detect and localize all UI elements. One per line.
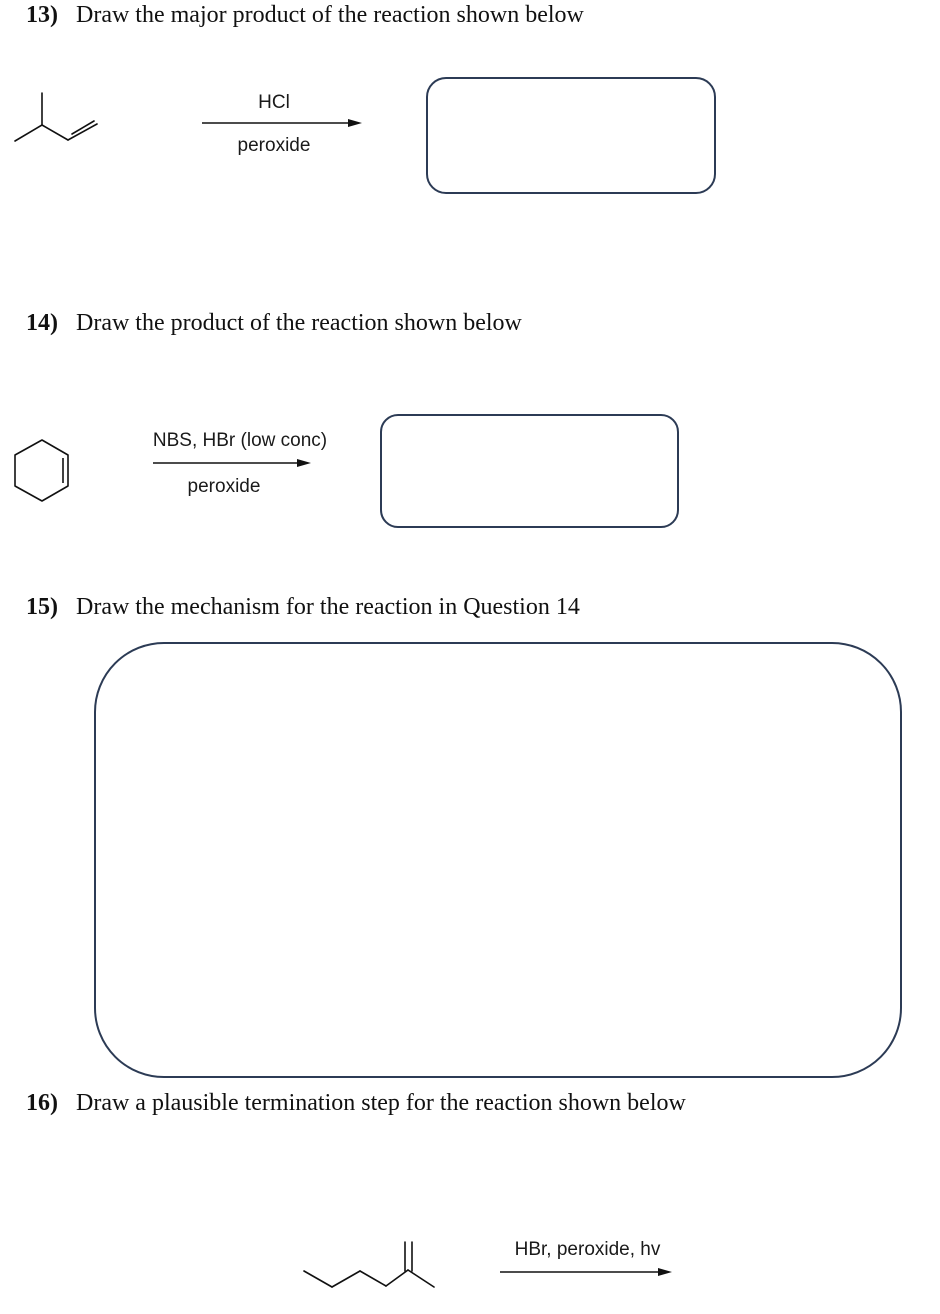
question-13-number: 13) <box>26 2 58 28</box>
question-13-reagent-above: HCl <box>258 92 290 113</box>
question-16-title <box>26 1090 686 1117</box>
question-15-answer-box[interactable] <box>94 642 902 1078</box>
question-16-reagent-above: HBr, peroxide, hv <box>514 1239 661 1260</box>
question-14-reaction-arrow <box>153 457 315 469</box>
question-16-number: 16) <box>26 1090 58 1116</box>
question-14-molecule-icon <box>10 437 76 507</box>
question-16-reaction-arrow <box>500 1266 674 1278</box>
question-16-prompt: Draw a plausible termination step for the reaction shown below <box>76 1090 686 1116</box>
question-16-molecule-icon <box>302 1240 442 1292</box>
question-15-number: 15) <box>26 594 58 620</box>
question-15-prompt: Draw the mechanism for the reaction in Question 14 <box>76 594 580 620</box>
question-13-molecule-icon <box>10 90 105 145</box>
question-14-reagent-above: NBS, HBr (low conc) <box>152 430 328 451</box>
question-13-answer-box[interactable] <box>426 77 716 194</box>
question-14-reagent-below: peroxide <box>187 476 261 497</box>
question-13-reaction-arrow <box>202 117 364 129</box>
question-14-answer-box[interactable] <box>380 414 679 528</box>
question-15-title <box>26 594 580 621</box>
question-14-prompt: Draw the product of the reaction shown below <box>76 310 522 336</box>
question-14-number: 14) <box>26 310 58 336</box>
question-13-title <box>26 2 584 29</box>
question-13-prompt: Draw the major product of the reaction shown below <box>76 2 584 28</box>
question-14-title <box>26 310 522 337</box>
question-13-reagent-below: peroxide <box>237 135 311 156</box>
